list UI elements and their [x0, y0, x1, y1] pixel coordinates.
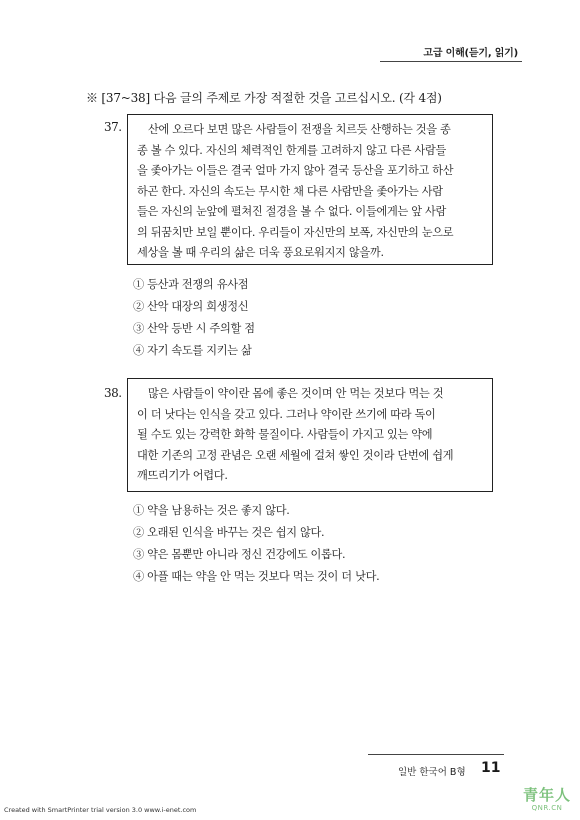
question-38-options: [133, 500, 379, 588]
answer-option-3[interactable]: ③ 산악 등반 시 주의할 점: [133, 322, 255, 335]
answer-option-4[interactable]: ④ 자기 속도를 지키는 삶: [133, 344, 252, 357]
question-37-passage: [127, 114, 493, 265]
watermark-creator-text: Created with SmartPrinter trial version 3.0 www.i-enet.com: [4, 806, 197, 814]
question-38-number: 38.: [104, 386, 122, 400]
header-section-label: 고급 이해(듣기, 읽기): [423, 48, 518, 59]
logo-sub-text: QNR.CN: [531, 804, 563, 812]
answer-option-1[interactable]: ① 약을 남용하는 것은 좋지 않다.: [133, 504, 290, 517]
passage-line: 세상을 볼 때 우리의 삶은 더욱 풍요로워지지 않을까.: [137, 246, 384, 259]
footer-divider: [368, 754, 504, 755]
logo-main-text: 青年人: [522, 786, 571, 804]
passage-line: 깨뜨리기가 어렵다.: [137, 469, 228, 482]
answer-option-2[interactable]: ② 오래된 인식을 바꾸는 것은 쉽지 않다.: [133, 526, 325, 539]
passage-line: 하곤 한다. 자신의 속도는 무시한 채 다른 사람만을 좇아가는 사람: [137, 184, 443, 198]
passage-line: 산에 오르다 보면 많은 사람들이 전쟁을 치르듯 산행하는 것을 종: [148, 123, 451, 136]
passage-line: 종 볼 수 있다. 자신의 체력적인 한계를 고려하지 않고 다른 사람들: [137, 143, 447, 157]
question-37-options: [133, 274, 255, 362]
footer-exam-label: 일반 한국어 B형: [398, 767, 466, 778]
passage-line: 이 더 낫다는 인식을 갖고 있다. 그러나 약이란 쓰기에 따라 독이: [137, 407, 436, 421]
passage-line: 될 수도 있는 강력한 화학 물질이다. 사람들이 가지고 있는 약에: [137, 428, 433, 441]
passage-line: 의 뒤꿈치만 보일 뿐이다. 우리들이 자신만의 보폭, 자신만의 눈으로: [137, 225, 454, 239]
question-37-number: 37.: [104, 120, 122, 134]
answer-option-4[interactable]: ④ 아플 때는 약을 안 먹는 것보다 먹는 것이 더 낫다.: [133, 570, 380, 583]
page-number: 11: [481, 760, 501, 776]
passage-line: 대한 기존의 고정 관념은 오랜 세월에 걸쳐 쌓인 것이라 단번에 쉽게: [137, 448, 454, 462]
question-38-passage: [127, 378, 493, 492]
passage-line: 많은 사람들이 약이란 몸에 좋은 것이며 안 먹는 것보다 먹는 것: [148, 387, 444, 400]
answer-option-1[interactable]: ① 등산과 전쟁의 유사점: [133, 278, 249, 291]
passage-line: 을 좇아가는 이들은 결국 얼마 가지 않아 결국 등산을 포기하고 하산: [137, 164, 454, 177]
passage-line: 들은 자신의 눈앞에 펼쳐진 절경을 볼 수 없다. 이들에게는 앞 사람: [137, 205, 447, 218]
answer-option-3[interactable]: ③ 약은 몸뿐만 아니라 정신 건강에도 이롭다.: [133, 548, 346, 561]
instruction-text: ※ [37~38] 다음 글의 주제로 가장 적절한 것을 고르십시오. (각 4점): [86, 91, 442, 105]
answer-option-2[interactable]: ② 산악 대장의 희생정신: [133, 300, 249, 313]
header-divider: [380, 61, 522, 62]
watermark-logo: [518, 786, 576, 818]
